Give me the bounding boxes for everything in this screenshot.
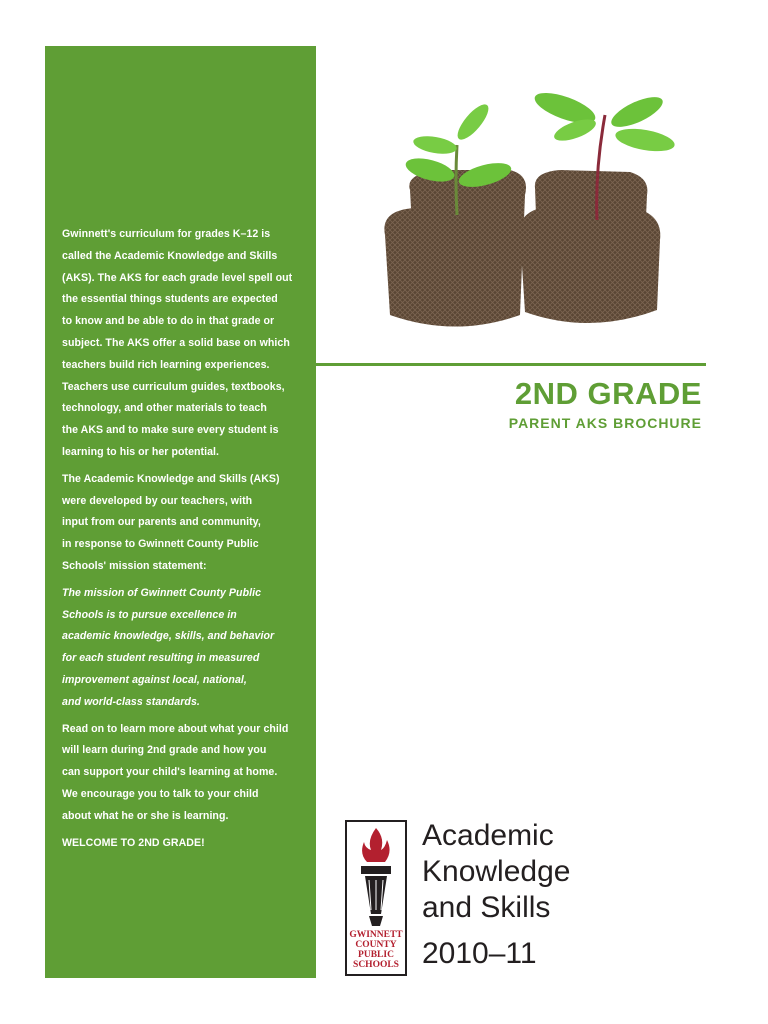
logo-line: SCHOOLS <box>353 960 399 970</box>
mission-line: improvement against local, national, <box>62 673 247 686</box>
development-paragraph <box>62 469 306 578</box>
peat-pot <box>384 208 523 327</box>
seedling-leaf <box>453 100 494 144</box>
read-on-line: Read on to learn more about what your child <box>62 722 289 735</box>
read-on-line: We encourage you to talk to your child <box>62 787 259 800</box>
development-line: The Academic Knowledge and Skills (AKS) <box>62 472 280 485</box>
logo-line: PUBLIC <box>358 950 394 960</box>
development-line: input from our parents and community, <box>62 516 261 529</box>
school-year: 2010–11 <box>422 937 537 970</box>
logo-wordmark <box>347 930 405 970</box>
intro-line: (AKS). The AKS for each grade level spell out <box>62 271 293 284</box>
peat-pot <box>520 206 661 323</box>
mission-line: academic knowledge, skills, and behavior <box>62 630 275 643</box>
green-divider-line <box>316 363 706 366</box>
intro-line: called the Academic Knowledge and Skills <box>62 249 278 262</box>
intro-line: teachers build rich learning experiences. <box>62 358 270 371</box>
mission-line: Schools is to pursue excellence in <box>62 608 237 621</box>
read-on-line: will learn during 2nd grade and how you <box>62 744 267 757</box>
grade-title: 2ND GRADE <box>514 376 702 411</box>
read-on-line: about what he or she is learning. <box>62 809 229 822</box>
torch-icon <box>347 822 405 932</box>
aks-title-line: Academic <box>422 819 554 852</box>
aks-title-line: Knowledge <box>422 855 571 888</box>
mission-statement <box>62 583 306 714</box>
intro-line: Gwinnett's curriculum for grades K–12 is <box>62 228 271 240</box>
seedling-stem <box>456 145 457 215</box>
logo-line: COUNTY <box>355 940 397 950</box>
intro-line: learning to his or her potential. <box>62 445 220 458</box>
seedling-leaf <box>614 125 677 155</box>
development-line: Schools' mission statement: <box>62 559 207 572</box>
intro-line: to know and be able to do in that grade or <box>62 315 275 328</box>
mission-line: and world-class standards. <box>62 695 200 708</box>
development-line: in response to Gwinnett County Public <box>62 538 259 551</box>
welcome-line: WELCOME TO 2ND GRADE! <box>62 836 205 849</box>
intro-line: Teachers use curriculum guides, textbooks, <box>62 380 285 393</box>
sidebar-text <box>62 224 306 859</box>
seedling-leaf <box>412 133 458 156</box>
seedling-leaf <box>607 91 666 133</box>
logo-line: GWINNETT <box>349 930 403 940</box>
intro-line: the AKS and to make sure every student is <box>62 424 279 437</box>
intro-line: the essential things students are expected <box>62 293 278 306</box>
aks-title-line: and Skills <box>422 891 551 924</box>
mission-line: The mission of Gwinnett County Public <box>62 586 262 599</box>
brochure-subtitle: PARENT AKS BROCHURE <box>508 415 702 431</box>
intro-line: subject. The AKS offer a solid base on which <box>62 336 290 349</box>
intro-line: technology, and other materials to teach <box>62 402 267 415</box>
intro-paragraph <box>62 224 306 464</box>
seedling-pots-image <box>375 70 695 340</box>
read-on-paragraph <box>62 719 306 828</box>
read-on-line: can support your child's learning at home. <box>62 766 278 779</box>
aks-title <box>422 818 570 926</box>
development-line: were developed by our teachers, with <box>62 494 253 507</box>
gwinnett-schools-logo <box>345 820 407 976</box>
mission-line: for each student resulting in measured <box>62 652 260 665</box>
